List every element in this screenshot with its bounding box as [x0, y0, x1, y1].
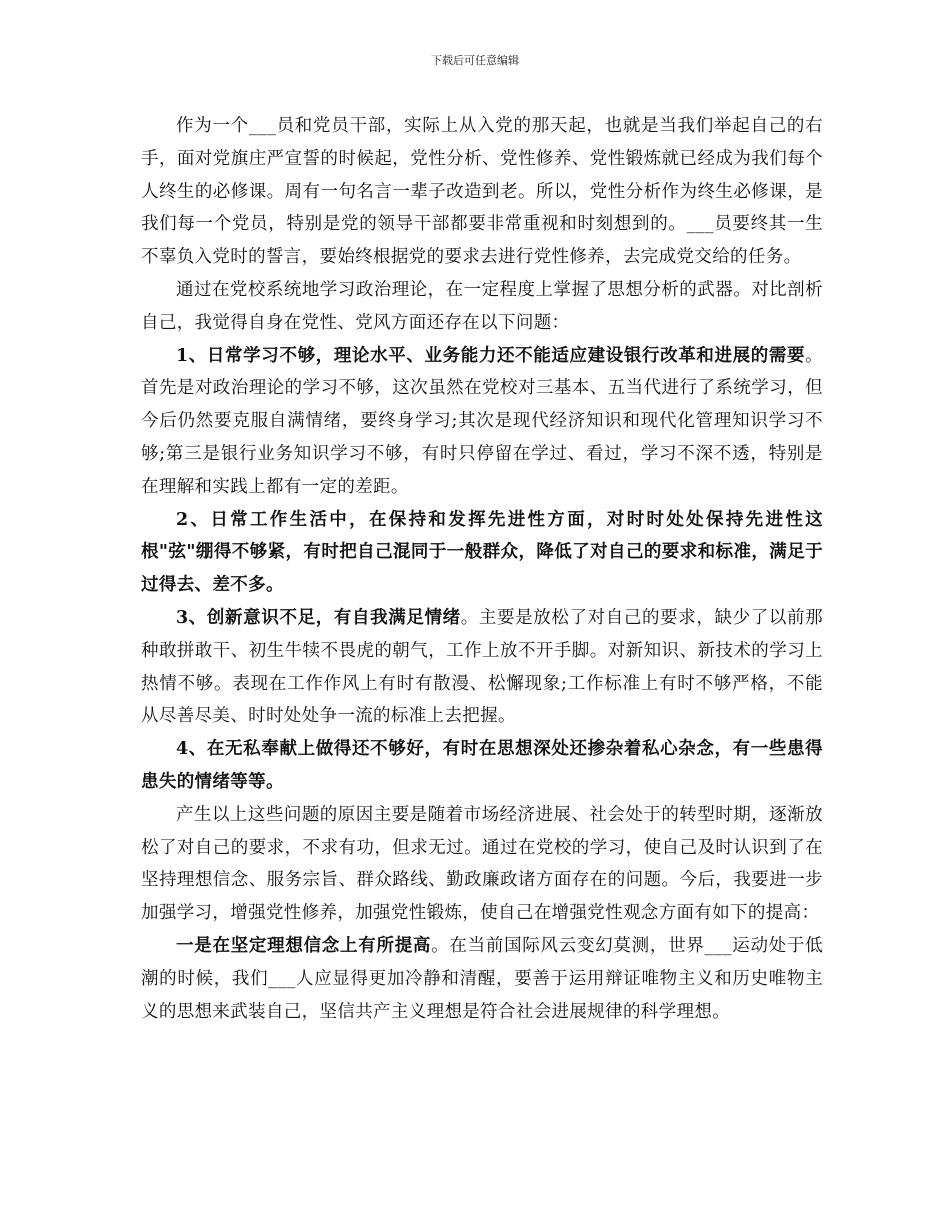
paragraph [141, 799, 823, 930]
paragraph-text: 。在当前国际风云变幻莫测，世界___运动处于低潮的时候，我们___人应显得更加冷静和清醒，要善于运用辩证唯物主义和历史唯物主义的思想来武装自己，坚信共产主义理想是符合社会进展规律的科学理想。 [141, 935, 823, 1022]
paragraph [141, 110, 823, 274]
paragraph-heading: 一是在坚定理想信念上有所提高 [176, 935, 432, 956]
paragraph [141, 733, 823, 799]
paragraph-text: 。主要是放松了对自己的要求，缺少了以前那种敢拼敢干、初生牛犊不畏虎的朝气，工作上放不开手脚。对新知识、新技术的学习上热情不够。表现在工作作风上有时有散漫、松懈现象;工作标准上有时不够严格，不能从尽善尽美、时时处处争一流的标准上去把握。 [141, 607, 823, 727]
paragraph [141, 504, 823, 602]
paragraph [141, 274, 823, 340]
paragraph-text: 产生以上这些问题的原因主要是随着市场经济进展、社会处于的转型时期，逐渐放松了对自己的要求，不求有功，但求无过。通过在党校的学习，使自己及时认识到了在坚持理想信念、服务宗旨、群众路线、勤政廉政诸方面存在的问题。今后，我要进一步加强学习，增强党性修养，加强党性锻炼，使自己在增强党性观念方面有如下的提高： [141, 804, 823, 924]
paragraph [141, 602, 823, 733]
document-body [141, 110, 823, 1028]
paragraph-heading: 2、日常工作生活中，在保持和发挥先进性方面，对时时处处保持先进性这根"弦"绷得不够紧，有时把自己混同于一般群众，降低了对自己的要求和标准，满足于过得去、差不多。 [141, 509, 823, 596]
paragraph-text: 。首先是对政治理论的学习不够，这次虽然在党校对三基本、五当代进行了系统学习，但今后仍然要克服自满情绪，要终身学习;其次是现代经济知识和现代化管理知识学习不够;第三是银行业务知识学习不够，有时只停留在学过、看过，学习不深不透，特别是在理解和实践上都有一定的差距。 [141, 345, 823, 497]
paragraph [141, 340, 823, 504]
paragraph-heading: 1、日常学习不够，理论水平、业务能力还不能适应建设银行改革和进展的需要 [176, 345, 806, 366]
paragraph-heading: 4、在无私奉献上做得还不够好，有时在思想深处还掺杂着私心杂念，有一些患得患失的情绪等等。 [141, 739, 823, 792]
paragraph-text: 通过在党校系统地学习政治理论，在一定程度上掌握了思想分析的武器。对比剖析自己，我觉得自身在党性、党风方面还存在以下问题： [141, 279, 823, 333]
paragraph-text: 作为一个___员和党员干部，实际上从入党的那天起，也就是当我们举起自己的右手，面对党旗庄严宣誓的时候起，党性分析、党性修养、党性锻炼就已经成为我们每个人终生的必修课。周有一句名言一辈子改造到老。所以，党性分析作为终生必修课，是我们每一个党员，特别是党的领导干部都要非常重视和时刻想到的。___员要终其一生不辜负入党时的誓言，要始终根据党的要求去进行党性修养，去完成党交给的任务。 [141, 116, 823, 268]
page-header: 下载后可任意编辑 [431, 54, 519, 67]
paragraph-heading: 3、创新意识不足，有自我满足情绪 [176, 607, 461, 628]
paragraph [141, 930, 823, 1028]
